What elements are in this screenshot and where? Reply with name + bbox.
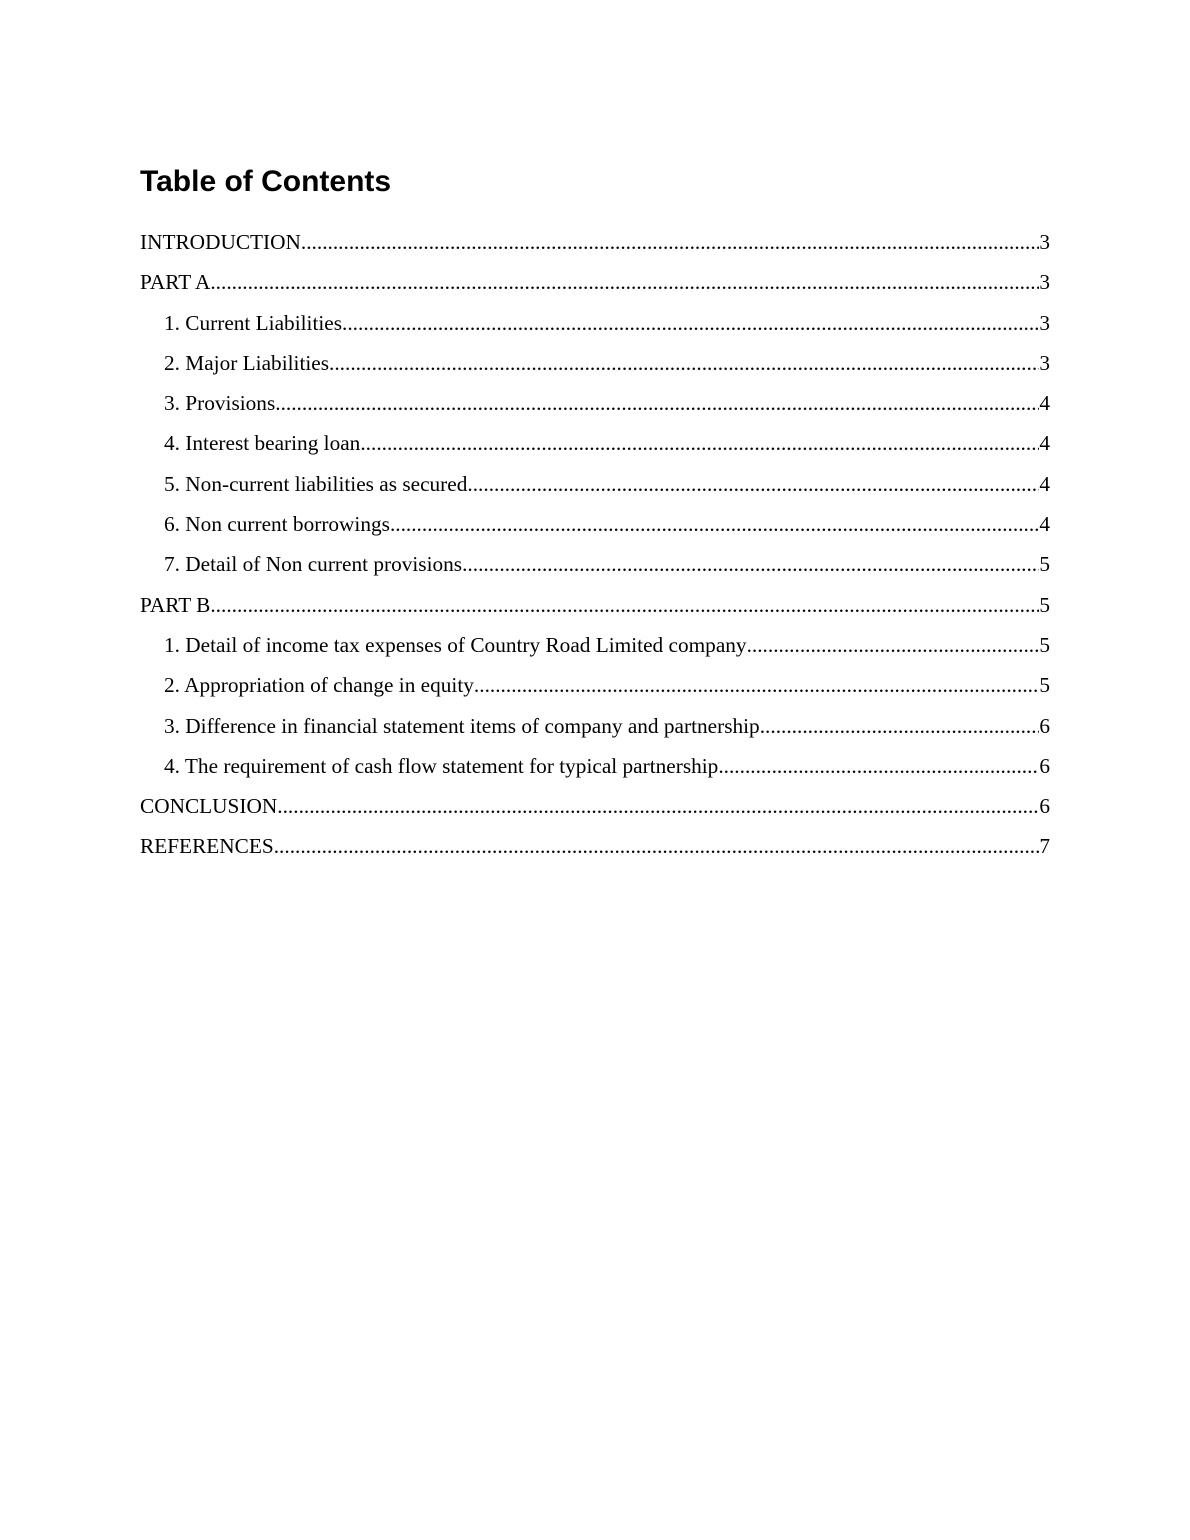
toc-entry-appropriation-change-equity[interactable] (140, 665, 1050, 705)
toc-leader-dots (718, 746, 1039, 786)
toc-entry-label: 4. The requirement of cash flow statement for typical partnership (164, 753, 719, 778)
toc-entry-non-current-liabilities-secured[interactable] (140, 464, 1050, 504)
toc-page-number: 6 (1039, 753, 1050, 778)
toc-page-number: 5 (1039, 552, 1050, 577)
toc-leader-dots (274, 826, 1040, 866)
toc-entry-income-tax-expenses[interactable] (140, 625, 1050, 665)
toc-page-number: 7 (1039, 834, 1050, 859)
toc-entry-label: 3. Provisions (164, 391, 276, 416)
toc-leader-dots (462, 544, 1039, 584)
toc-leader-dots (277, 786, 1039, 826)
toc-entry-label: 5. Non-current liabilities as secured (164, 471, 468, 496)
toc-entry-references[interactable] (140, 826, 1050, 866)
toc-page-number: 6 (1039, 713, 1050, 738)
toc-entry-label: PART A (140, 270, 211, 295)
toc-title: Table of Contents (140, 165, 392, 198)
toc-page-number: 3 (1039, 310, 1050, 335)
toc-entry-conclusion[interactable] (140, 786, 1050, 826)
toc-entry-interest-bearing-loan[interactable] (140, 423, 1050, 463)
toc-page-number: 3 (1039, 350, 1050, 375)
toc-leader-dots (342, 303, 1039, 343)
toc-page-number: 5 (1039, 632, 1050, 657)
toc-leader-dots (747, 625, 1040, 665)
toc-page-number: 4 (1039, 431, 1050, 456)
toc-page-number: 5 (1039, 592, 1050, 617)
toc-leader-dots (390, 504, 1039, 544)
toc-entry-label: 6. Non current borrowings (164, 512, 390, 537)
toc-leader-dots (329, 343, 1039, 383)
toc-entry-part-b[interactable] (140, 585, 1050, 625)
toc-entry-label: 1. Current Liabilities (164, 310, 343, 335)
toc-leader-dots (301, 222, 1039, 262)
toc-entry-label: INTRODUCTION (140, 230, 301, 254)
toc-page-number: 3 (1039, 270, 1050, 295)
toc-page-number: 4 (1039, 391, 1050, 416)
toc-entry-provisions[interactable] (140, 383, 1050, 423)
toc-entry-difference-financial-statement[interactable] (140, 706, 1050, 746)
toc-leader-dots (275, 383, 1039, 423)
toc-entry-cash-flow-requirement[interactable] (140, 746, 1050, 786)
toc-entry-label: 4. Interest bearing loan (164, 431, 361, 456)
toc-entry-label: 2. Major Liabilities (164, 350, 330, 375)
toc-entry-label: 2. Appropriation of change in equity (164, 673, 474, 698)
toc-leader-dots (360, 423, 1039, 463)
toc-leader-dots (467, 464, 1039, 504)
toc-entry-label: 7. Detail of Non current provisions (164, 552, 463, 577)
toc-page-number: 3 (1039, 230, 1050, 254)
toc-page-number: 6 (1039, 794, 1050, 819)
toc-entry-part-a[interactable] (140, 262, 1050, 302)
toc-entry-current-liabilities[interactable] (140, 303, 1050, 343)
toc-entry-label: REFERENCES (140, 834, 274, 859)
toc-page-number: 4 (1039, 471, 1050, 496)
toc-leader-dots (760, 706, 1040, 746)
toc-leader-dots (210, 262, 1039, 302)
toc-page-number: 4 (1039, 512, 1050, 537)
toc-list (140, 222, 1050, 867)
toc-page-number: 5 (1039, 673, 1050, 698)
toc-entry-introduction[interactable] (140, 222, 1050, 262)
toc-entry-non-current-provisions[interactable] (140, 544, 1050, 584)
toc-leader-dots (210, 585, 1039, 625)
toc-entry-label: PART B (140, 592, 211, 617)
toc-entry-major-liabilities[interactable] (140, 343, 1050, 383)
toc-entry-label: 3. Difference in financial statement items of company and partnership (164, 713, 760, 738)
toc-leader-dots (474, 665, 1039, 705)
toc-entry-non-current-borrowings[interactable] (140, 504, 1050, 544)
toc-entry-label: 1. Detail of income tax expenses of Country Road Limited company (164, 632, 747, 657)
toc-entry-label: CONCLUSION (140, 794, 278, 819)
